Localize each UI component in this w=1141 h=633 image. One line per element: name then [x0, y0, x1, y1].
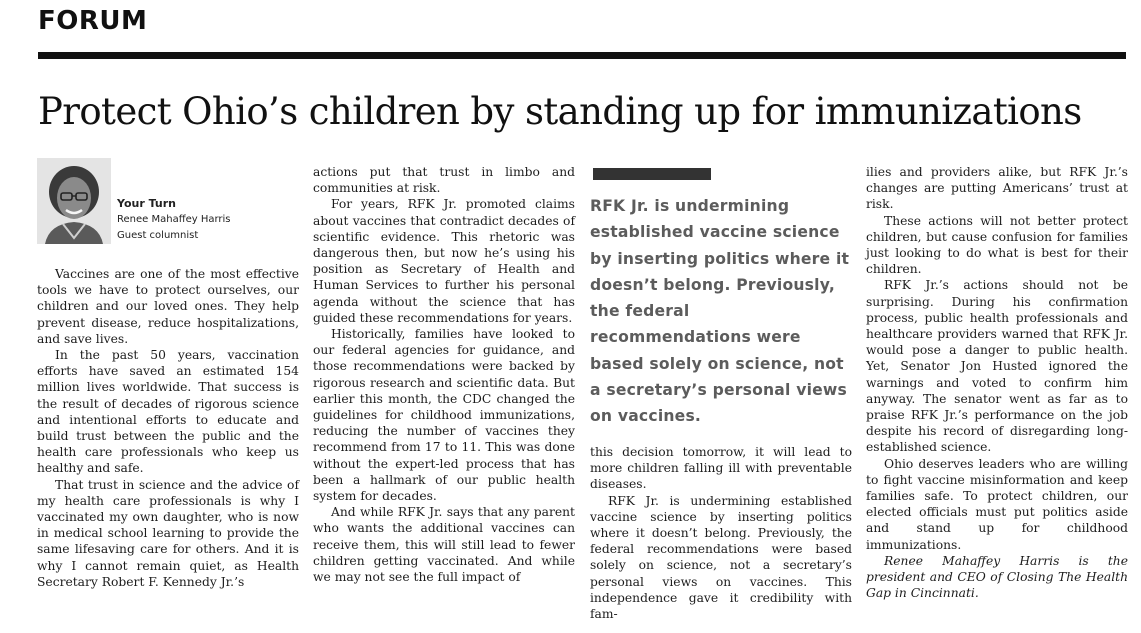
paragraph: These actions will not better protect children, but cause confusion for families just looking to do what is best for their children. [866, 213, 1128, 277]
column-2 [313, 164, 575, 585]
paragraph-continued: this decision tomorrow, it will lead to more children falling ill with preventable diseases. [590, 445, 852, 492]
paragraph: Vaccines are one of the most effective tools we have to protect ourselves, our children and our loved ones. They help prevent disease, reduce hospitalizations, and save lives. [37, 267, 299, 346]
byline-text [117, 196, 231, 244]
section-label: FORUM [38, 6, 148, 36]
paragraph-continued: actions put that trust in limbo and communities at risk. [313, 165, 575, 196]
section-rule [38, 52, 1126, 59]
pull-quote: RFK Jr. is undermining established vaccine science by inserting politics where it doesn’t belong. Previously, the federal recommendations were based solely on science, not a secretary’s personal views on vaccines. [590, 197, 850, 426]
byline-kicker: Your Turn [117, 197, 176, 210]
author-tagline: Renee Mahaffey Harris is the president and CEO of Closing The Health Gap in Cincinnati. [866, 553, 1128, 601]
paragraph: Historically, families have looked to our federal agencies for guidance, and those recommendations were backed by rigorous research and scientific data. But earlier this month, the CDC changed the guidelines for childhood immunizations, reducing the number of vaccines they recommend from 17 to 11. This was done without the expert-led process that has been a hallmark of our public health system for decades. [313, 327, 575, 504]
pull-quote-bar [593, 168, 711, 180]
paragraph: That trust in science and the advice of my health care professionals is why I vaccinated my own daughter, who is now in medical school learning to provide the same lifesaving care for others. And it is why I cannot remain quiet, as Health Secretary Robert F. Kennedy Jr.’s [37, 477, 299, 589]
headline: Protect Ohio’s children by standing up for immunizations [38, 90, 1082, 133]
paragraph-continued: ilies and providers alike, but RFK Jr.’s changes are putting Americans’ trust at risk. [866, 165, 1128, 212]
paragraph: Ohio deserves leaders who are willing to fight vaccine misinformation and keep families safe. To protect children, our elected officials must put politics aside and stand up for childhood immunizations. [866, 456, 1128, 552]
paragraph: And while RFK Jr. says that any parent who wants the additional vaccines can receive them, this will still lead to fewer children getting vaccinated. And while we may not see the full impact of [313, 505, 575, 585]
paragraph: In the past 50 years, vaccination efforts have saved an estimated 154 million lives worldwide. That success is the result of decades of rigorous science and intentional efforts to educate and build trust between the public and the health care professionals who keep us healthy and safe. [37, 348, 299, 476]
paragraph: RFK Jr.’s actions should not be surprising. During his confirmation process, public health professionals and healthcare providers warned that RFK Jr. would pose a danger to public health. Yet, Senator Jon Husted ignored the warnings and voted to confirm him anyway. The senator went as far as to praise RFK Jr.’s performance on the job despite his record of disregarding long-established science. [866, 278, 1128, 455]
author-name: Renee Mahaffey Harris [117, 214, 231, 225]
column-4 [866, 164, 1128, 601]
byline [37, 158, 299, 248]
author-role: Guest columnist [117, 230, 199, 241]
column-3 [590, 444, 852, 622]
paragraph: For years, RFK Jr. promoted claims about vaccines that contradict decades of scientific evidence. This rhetoric was dangerous then, but now he’s using his position as Secretary of Health and Human Services to further his personal agenda without the science that has guided these recommendations for years. [313, 197, 575, 325]
paragraph: RFK Jr. is undermining established vaccine science by inserting politics where it doesn’t belong. Previously, the federal recommendations were based solely on science, not a secretary’s personal views on vaccines. This independence gave it credibility with fam- [590, 493, 852, 622]
author-photo [37, 158, 111, 244]
column-1 [37, 266, 299, 590]
